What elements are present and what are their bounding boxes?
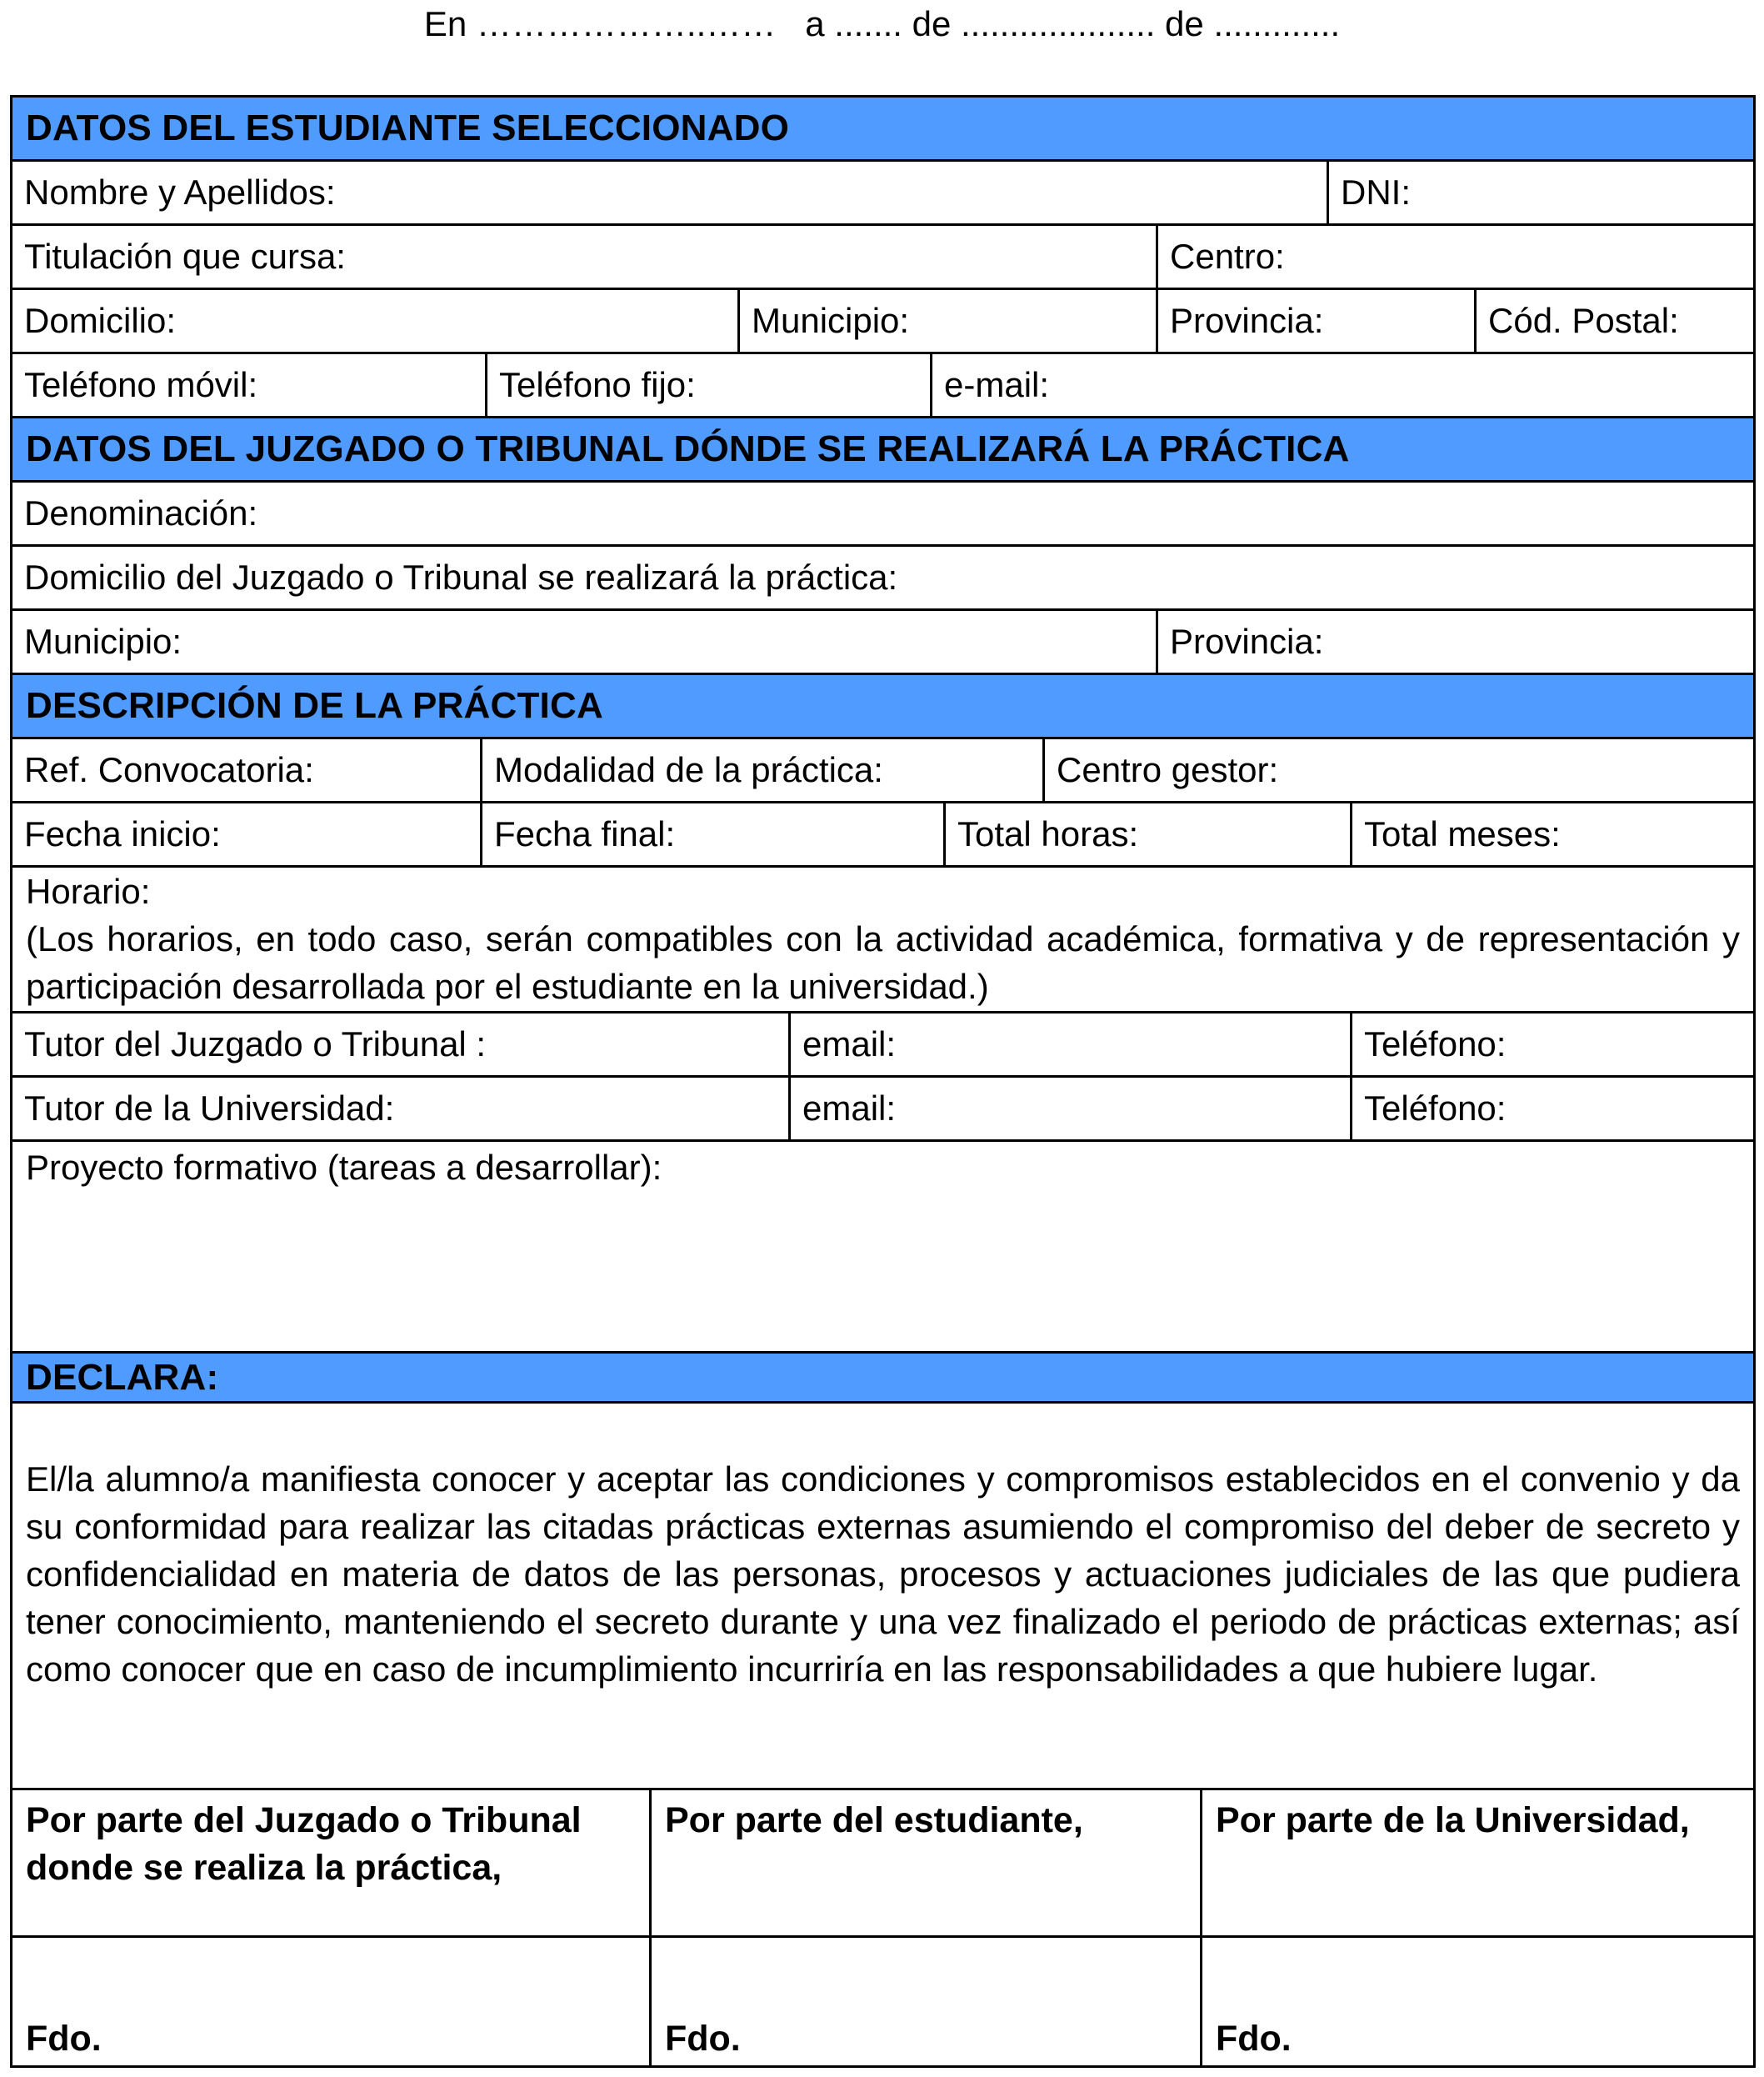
court-name-field[interactable] <box>12 483 1753 544</box>
signature-university-area[interactable] <box>1200 1938 1753 2065</box>
court-name-label: Denominación: <box>24 493 258 533</box>
practice-modality-label: Modalidad de la práctica: <box>494 750 883 789</box>
practice-schedule-block <box>12 868 1753 1010</box>
row-court-name <box>12 483 1753 547</box>
practice-section-header <box>12 675 1753 739</box>
practice-start-date-label: Fecha inicio: <box>24 814 221 853</box>
signature-court-area[interactable] <box>12 1938 649 2065</box>
row-degree-center <box>12 226 1753 290</box>
row-uni-tutor <box>12 1078 1753 1142</box>
court-section-title: DATOS DEL JUZGADO O TRIBUNAL DÓNDE SE REALIZARÁ LA PRÁCTICA <box>26 428 1350 469</box>
practice-ref-field[interactable] <box>12 739 480 801</box>
uni-tutor-label: Tutor de la Universidad: <box>24 1089 395 1128</box>
signature-university-title: Por parte de la Universidad, <box>1200 1790 1753 1935</box>
uni-tutor-field[interactable] <box>12 1078 788 1139</box>
practice-project-label: Proyecto formativo (tareas a desarrollar): <box>26 1148 662 1187</box>
practice-total-months-field[interactable] <box>1350 803 1753 865</box>
student-email-field[interactable] <box>930 354 1753 416</box>
student-address-label: Domicilio: <box>24 301 177 340</box>
court-address-field[interactable] <box>12 547 1753 608</box>
student-name-label: Nombre y Apellidos: <box>24 173 336 212</box>
practice-schedule-note: (Los horarios, en todo caso, serán compatibles con la actividad académica, formativa y de representación y participación desarrollada por el estudiante en la universidad.) <box>26 919 1740 1006</box>
student-dni-field[interactable] <box>1327 162 1753 223</box>
student-dni-label: DNI: <box>1341 173 1411 212</box>
student-landline-label: Teléfono fijo: <box>499 365 696 404</box>
form-table <box>10 95 1756 2068</box>
court-municipality-label: Municipio: <box>24 622 182 661</box>
uni-tutor-email-label: email: <box>802 1089 897 1128</box>
row-court-address <box>12 547 1753 611</box>
court-tutor-email-label: email: <box>802 1024 897 1064</box>
declaration-section-header <box>12 1354 1753 1404</box>
practice-ref-label: Ref. Convocatoria: <box>24 750 314 789</box>
student-mobile-label: Teléfono móvil: <box>24 365 258 404</box>
student-name-field[interactable] <box>12 162 1327 223</box>
student-email-label: e-mail: <box>944 365 1050 404</box>
row-practice-dates <box>12 803 1753 868</box>
student-municipality-field[interactable] <box>737 290 1156 352</box>
practice-modality-field[interactable] <box>480 739 1042 801</box>
row-signature-titles <box>12 1790 1753 1938</box>
uni-tutor-phone-label: Teléfono: <box>1364 1089 1507 1128</box>
practice-managing-center-field[interactable] <box>1042 739 1753 801</box>
court-municipality-field[interactable] <box>12 611 1156 673</box>
practice-start-date-field[interactable] <box>12 803 480 865</box>
row-court-tutor <box>12 1013 1753 1078</box>
uni-tutor-phone-field[interactable] <box>1350 1078 1753 1139</box>
student-section-header <box>12 98 1753 162</box>
row-address <box>12 290 1753 354</box>
practice-end-date-label: Fecha final: <box>494 814 676 853</box>
court-province-field[interactable] <box>1156 611 1753 673</box>
student-postal-code-label: Cód. Postal: <box>1488 301 1679 340</box>
signature-court-fdo: Fdo. <box>26 2019 102 2059</box>
row-name-dni <box>12 162 1753 226</box>
court-tutor-email-field[interactable] <box>788 1013 1350 1075</box>
practice-end-date-field[interactable] <box>480 803 943 865</box>
practice-schedule-field[interactable] <box>12 868 1753 1013</box>
court-address-label: Domicilio del Juzgado o Tribunal se realizará la práctica: <box>24 558 898 597</box>
signature-university-fdo: Fdo. <box>1216 2019 1292 2059</box>
practice-total-months-label: Total meses: <box>1364 814 1561 853</box>
declaration-text: El/la alumno/a manifiesta conocer y aceptar las condiciones y compromisos establecidos en el convenio y da su conformidad para realizar las citadas prácticas externas asumiendo el compromiso del deber de secreto y confidencialidad en materia de datos de las personas, procesos y actuaciones judiciales de las que pudiera tener conocimiento, manteniendo el secreto durante y una vez finalizado el periodo de prácticas externas; así como conocer que en caso de incumplimiento incurriría en las responsabilidades a que hubiere lugar. <box>26 1459 1740 1689</box>
practice-project-field[interactable] <box>12 1142 1753 1354</box>
row-contact <box>12 354 1753 418</box>
declaration-section-title: DECLARA: <box>26 1357 219 1398</box>
student-province-field[interactable] <box>1156 290 1474 352</box>
court-province-label: Provincia: <box>1170 622 1324 661</box>
student-landline-field[interactable] <box>485 354 930 416</box>
student-mobile-field[interactable] <box>12 354 485 416</box>
court-tutor-label: Tutor del Juzgado o Tribunal : <box>24 1024 487 1064</box>
practice-managing-center-label: Centro gestor: <box>1057 750 1279 789</box>
student-section-title: DATOS DEL ESTUDIANTE SELECCIONADO <box>26 108 790 148</box>
practice-schedule-label: Horario: <box>26 872 151 911</box>
practice-total-hours-field[interactable] <box>943 803 1350 865</box>
student-degree-label: Titulación que cursa: <box>24 237 346 276</box>
court-tutor-phone-field[interactable] <box>1350 1013 1753 1075</box>
court-section-header <box>12 418 1753 483</box>
student-address-field[interactable] <box>12 290 737 352</box>
student-postal-code-field[interactable] <box>1474 290 1753 352</box>
student-center-label: Centro: <box>1170 237 1285 276</box>
practice-section-title: DESCRIPCIÓN DE LA PRÁCTICA <box>26 685 603 726</box>
signature-student-fdo: Fdo. <box>665 2019 741 2059</box>
student-center-field[interactable] <box>1156 226 1753 288</box>
court-tutor-phone-label: Teléfono: <box>1364 1024 1507 1064</box>
date-line[interactable]: En ………………..…… a ....... de .................... de ............. <box>423 4 1341 43</box>
practice-total-hours-label: Total horas: <box>957 814 1139 853</box>
signature-student-area[interactable] <box>649 1938 1200 2065</box>
student-province-label: Provincia: <box>1170 301 1324 340</box>
row-signatures <box>12 1938 1753 2065</box>
row-practice-ref <box>12 739 1753 803</box>
row-court-location <box>12 611 1753 675</box>
court-tutor-field[interactable] <box>12 1013 788 1075</box>
student-degree-field[interactable] <box>12 226 1156 288</box>
signature-student-title: Por parte del estudiante, <box>649 1790 1200 1935</box>
signature-court-title: Por parte del Juzgado o Tribunal donde se realiza la práctica, <box>26 1800 582 1888</box>
uni-tutor-email-field[interactable] <box>788 1078 1350 1139</box>
student-municipality-label: Municipio: <box>752 301 910 340</box>
declaration-body <box>12 1404 1753 1790</box>
